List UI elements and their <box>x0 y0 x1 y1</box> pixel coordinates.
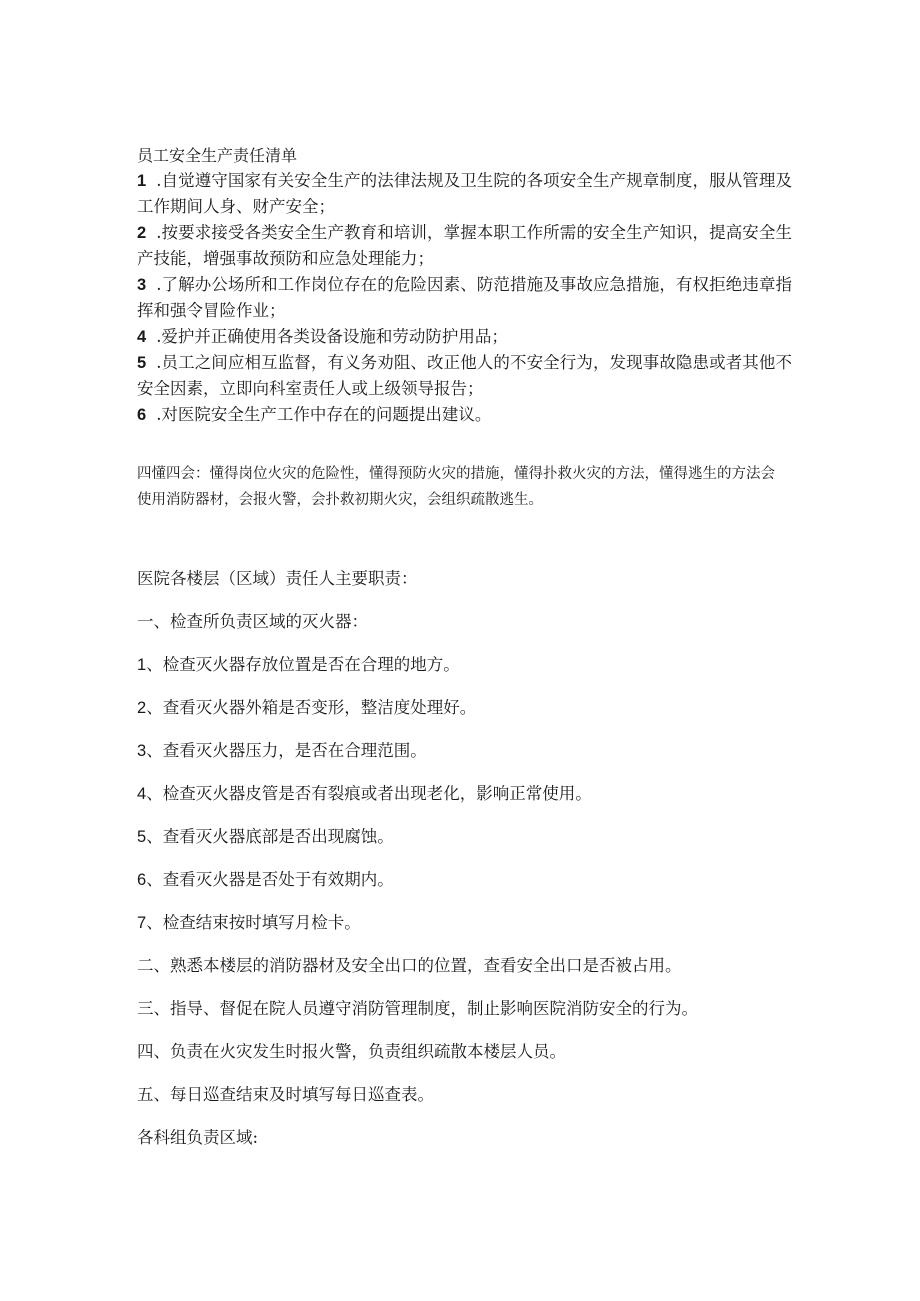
responsibility-list <box>137 168 792 428</box>
check-item <box>137 912 797 955</box>
duty-item: 三、指导、督促在院人员遵守消防管理制度，制止影响医院消防安全的行为。 <box>137 999 698 1018</box>
check-item <box>137 697 797 740</box>
duty-item: 二、熟悉本楼层的消防器材及安全出口的位置，查看安全出口是否被占用。 <box>137 956 682 975</box>
item-text: .了解办公场所和工作岗位存在的危险因素、防范措施及事故应急措施，有权拒绝违章指挥和强令冒险作业； <box>137 275 792 320</box>
item-text: .爱护并正确使用各类设备设施和劳动防护用品； <box>156 327 508 346</box>
floor-duties-section <box>137 568 797 1170</box>
check-number: 1 <box>137 656 147 674</box>
section-heading: 医院各楼层（区域）责任人主要职责： <box>137 569 418 588</box>
check-text: 、检查灭火器存放位置是否在合理的地方。 <box>146 655 460 674</box>
check-text: 、检查结束按时填写月检卡。 <box>146 913 361 932</box>
check-text: 、查看灭火器底部是否出现腐蚀。 <box>146 827 394 846</box>
item-number: 5 <box>137 354 147 372</box>
check-text: 、检查灭火器皮管是否有裂痕或者出现老化，影响正常使用。 <box>146 784 592 803</box>
duty-item: 一、检查所负责区域的灭火器： <box>137 612 368 631</box>
item-number: 3 <box>137 276 147 294</box>
check-number: 4 <box>137 785 147 803</box>
check-text: 、查看灭火器外箱是否变形，整洁度处理好。 <box>146 698 477 717</box>
check-number: 5 <box>137 828 147 846</box>
list-item <box>137 168 792 220</box>
check-number: 7 <box>137 914 147 932</box>
list-item <box>137 324 792 350</box>
check-text: 、查看灭火器是否处于有效期内。 <box>146 870 394 889</box>
check-item <box>137 740 797 783</box>
duty-item: 四、负责在火灾发生时报火警，负责组织疏散本楼层人员。 <box>137 1042 566 1061</box>
page-title: 员工安全生产责任清单 <box>137 146 298 165</box>
check-number: 6 <box>137 871 147 889</box>
check-item <box>137 826 797 869</box>
list-item <box>137 350 792 402</box>
check-item <box>137 869 797 912</box>
item-text: .员工之间应相互监督，有义务劝阻、改正他人的不安全行为，发现事故隐患或者其他不安全因素，立即向科室责任人或上级领导报告； <box>137 353 792 398</box>
item-number: 4 <box>137 328 147 346</box>
item-number: 6 <box>137 406 147 424</box>
list-item <box>137 402 792 428</box>
check-number: 3 <box>137 742 147 760</box>
item-text: .按要求接受各类安全生产教育和培训，掌握本职工作所需的安全生产知识，提高安全生产技能，增强事故预防和应急处理能力； <box>137 223 792 268</box>
check-item <box>137 783 797 826</box>
check-number: 2 <box>137 699 147 717</box>
areas-heading: 各科组负责区域: <box>137 1128 259 1147</box>
list-item <box>137 220 792 272</box>
duty-item: 五、每日巡查结束及时填写每日巡查表。 <box>137 1085 434 1104</box>
item-text: .对医院安全生产工作中存在的问题提出建议。 <box>156 405 492 424</box>
item-text: .自觉遵守国家有关安全生产的法律法规及卫生院的各项安全生产规章制度，服从管理及工作期间人身、财产安全； <box>137 171 792 216</box>
check-text: 、查看灭火器压力，是否在合理范围。 <box>146 741 427 760</box>
item-number: 2 <box>137 224 147 242</box>
list-item <box>137 272 792 324</box>
four-understand-four-can-paragraph: 四懂四会：懂得岗位火灾的危险性，懂得预防火灾的措施，懂得扑救火灾的方法，懂得逃生的方法会使用消防器材，会报火警，会扑救初期火灾，会组织疏散逃生。 <box>137 466 775 508</box>
item-number: 1 <box>137 172 147 190</box>
check-item <box>137 654 797 697</box>
